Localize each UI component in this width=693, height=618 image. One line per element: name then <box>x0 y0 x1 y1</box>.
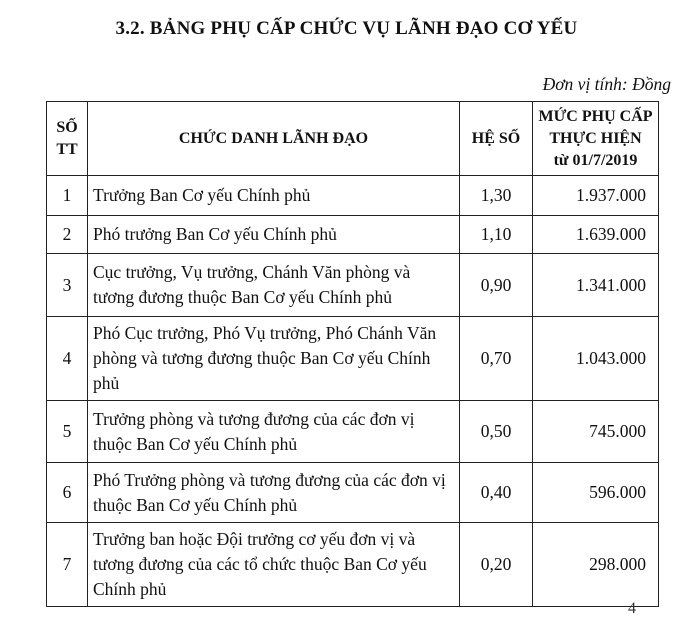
row-coefficient: 1,30 <box>460 176 533 216</box>
header-coefficient: HỆ SỐ <box>460 102 533 176</box>
row-coefficient: 1,10 <box>460 216 533 254</box>
row-position: Trưởng phòng và tương đương của các đơn vị thuộc Ban Cơ yếu Chính phủ <box>88 401 460 463</box>
table-row <box>47 317 659 401</box>
row-amount: 298.000 <box>533 523 659 607</box>
header-stt <box>47 102 88 176</box>
row-amount: 1.937.000 <box>533 176 659 216</box>
header-amount-line2: THỰC HIỆN <box>549 129 642 147</box>
row-position: Cục trưởng, Vụ trưởng, Chánh Văn phòng và tương đương thuộc Ban Cơ yếu Chính phủ <box>88 254 460 317</box>
document-title: 3.2. BẢNG PHỤ CẤP CHỨC VỤ LÃNH ĐẠO CƠ YẾU <box>115 18 578 39</box>
row-coefficient: 0,70 <box>460 317 533 401</box>
table-row <box>47 176 659 216</box>
row-position: Trưởng ban hoặc Đội trưởng cơ yếu đơn vị và tương đương của các tổ chức thuộc Ban Cơ yếu Chính phủ <box>88 523 460 607</box>
table-row <box>47 401 659 463</box>
row-amount: 1.043.000 <box>533 317 659 401</box>
row-position: Phó trưởng Ban Cơ yếu Chính phủ <box>88 216 460 254</box>
header-amount-line1: MỨC PHỤ CẤP <box>538 107 653 125</box>
table-row <box>47 254 659 317</box>
row-coefficient: 0,40 <box>460 463 533 523</box>
row-coefficient: 0,50 <box>460 401 533 463</box>
allowance-table <box>46 101 659 607</box>
header-stt-line1: SỐ <box>56 118 78 136</box>
row-stt: 3 <box>47 254 88 317</box>
header-stt-line2: TT <box>56 140 78 158</box>
row-amount: 745.000 <box>533 401 659 463</box>
row-amount: 596.000 <box>533 463 659 523</box>
row-coefficient: 0,20 <box>460 523 533 607</box>
row-amount: 1.639.000 <box>533 216 659 254</box>
table-row <box>47 216 659 254</box>
table-row <box>47 463 659 523</box>
header-amount-line3: từ 01/7/2019 <box>553 151 638 169</box>
row-stt: 5 <box>47 401 88 463</box>
row-stt: 2 <box>47 216 88 254</box>
row-stt: 1 <box>47 176 88 216</box>
page-corner-mark: 4 <box>628 600 636 617</box>
row-position: Phó Trưởng phòng và tương đương của các đơn vị thuộc Ban Cơ yếu Chính phủ <box>88 463 460 523</box>
row-stt: 4 <box>47 317 88 401</box>
table-header-row <box>47 102 659 176</box>
row-stt: 7 <box>47 523 88 607</box>
row-stt: 6 <box>47 463 88 523</box>
header-amount <box>533 102 659 176</box>
header-position: CHỨC DANH LÃNH ĐẠO <box>88 102 460 176</box>
table-row <box>47 523 659 607</box>
row-position: Phó Cục trưởng, Phó Vụ trưởng, Phó Chánh Văn phòng và tương đương thuộc Ban Cơ yếu Chính phủ <box>88 317 460 401</box>
row-coefficient: 0,90 <box>460 254 533 317</box>
unit-note: Đơn vị tính: Đồng <box>542 74 671 94</box>
row-amount: 1.341.000 <box>533 254 659 317</box>
row-position: Trưởng Ban Cơ yếu Chính phủ <box>88 176 460 216</box>
